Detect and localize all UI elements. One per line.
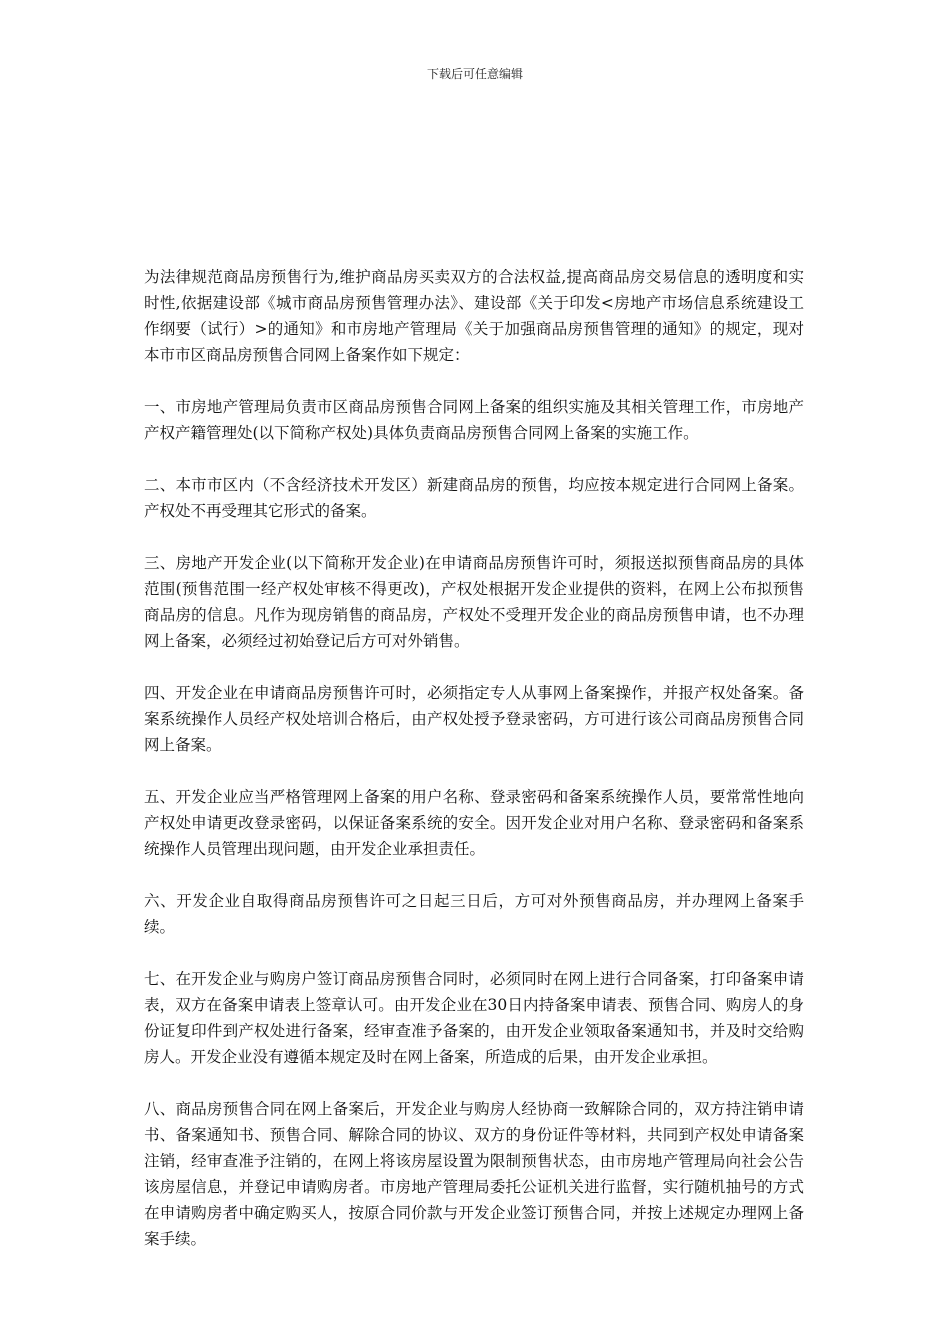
article-2-paragraph: 二、本市市区内（不含经济技术开发区）新建商品房的预售，均应按本规定进行合同网上备案。产权处不再受理其它形式的备案。 bbox=[144, 476, 804, 520]
article-4-paragraph: 四、开发企业在申请商品房预售许可时，必须指定专人从事网上备案操作，并报产权处备案。备案系统操作人员经产权处培训合格后，由产权处授予登录密码，方可进行该公司商品房预售合同网上备案。 bbox=[144, 684, 804, 754]
article-7-paragraph: 七、在开发企业与购房户签订商品房预售合同时，必须同时在网上进行合同备案，打印备案申请表，双方在备案申请表上签章认可。由开发企业在30日内持备案申请表、预售合同、购房人的身份证复印件到产权处进行备案，经审查准予备案的，由开发企业领取备案通知书，并及时交给购房人。开发企业没有遵循本规定及时在网上备案，所造成的后果，由开发企业承担。 bbox=[144, 970, 804, 1066]
intro-paragraph: 为法律规范商品房预售行为,维护商品房买卖双方的合法权益,提高商品房交易信息的透明度和实时性,依据建设部《城市商品房预售管理办法》、建设部《关于印发<房地产市场信息系统建设工作纲要（试行）>的通知》和市房地产管理局《关于加强商品房预售管理的通知》的规定，现对本市市区商品房预售合同网上备案作如下规定： bbox=[144, 268, 804, 364]
page-header: 下载后可任意编辑 bbox=[426, 67, 523, 81]
document-body bbox=[144, 264, 804, 1278]
article-6-paragraph: 六、开发企业自取得商品房预售许可之日起三日后，方可对外预售商品房，并办理网上备案手续。 bbox=[144, 892, 804, 936]
article-3-paragraph: 三、房地产开发企业(以下简称开发企业)在申请商品房预售许可时，须报送拟预售商品房的具体范围(预售范围一经产权处审核不得更改)，产权处根据开发企业提供的资料，在网上公布拟预售商品房的信息。凡作为现房销售的商品房，产权处不受理开发企业的商品房预售申请，也不办理网上备案，必须经过初始登记后方可对外销售。 bbox=[144, 554, 804, 650]
article-5-paragraph: 五、开发企业应当严格管理网上备案的用户名称、登录密码和备案系统操作人员，要常常性地向产权处申请更改登录密码，以保证备案系统的安全。因开发企业对用户名称、登录密码和备案系统操作人员管理出现问题，由开发企业承担责任。 bbox=[144, 788, 804, 858]
article-1-paragraph: 一、市房地产管理局负责市区商品房预售合同网上备案的组织实施及其相关管理工作，市房地产产权产籍管理处(以下简称产权处)具体负责商品房预售合同网上备案的实施工作。 bbox=[144, 398, 804, 442]
article-8-paragraph: 八、商品房预售合同在网上备案后，开发企业与购房人经协商一致解除合同的，双方持注销申请书、备案通知书、预售合同、解除合同的协议、双方的身份证件等材料，共同到产权处申请备案注销，经审查准予注销的，在网上将该房屋设置为限制预售状态，由市房地产管理局向社会公告该房屋信息，并登记申请购房者。市房地产管理局委托公证机关进行监督，实行随机抽号的方式在申请购房者中确定购买人，按原合同价款与开发企业签订预售合同，并按上述规定办理网上备案手续。 bbox=[144, 1100, 804, 1248]
